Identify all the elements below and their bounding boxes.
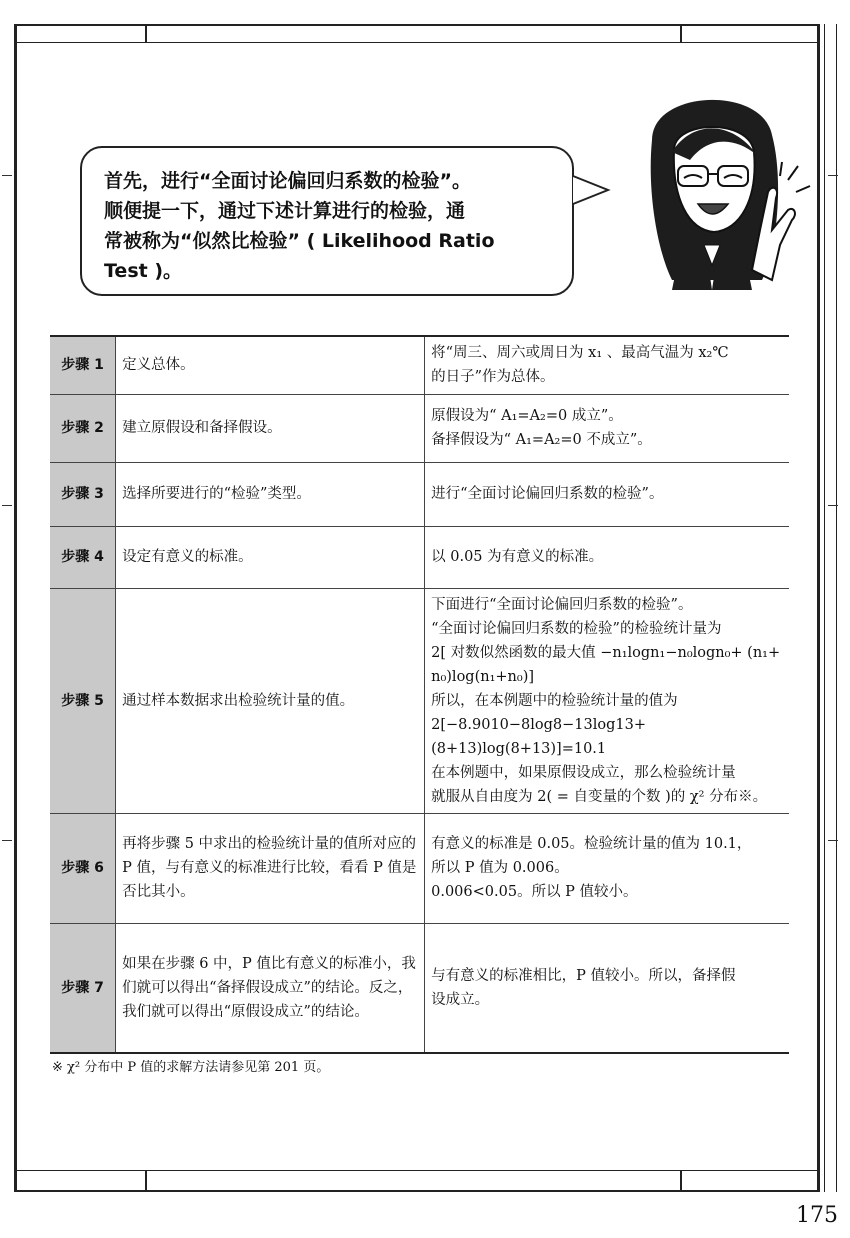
- content-line: 所以 P 值为 0.006。: [431, 860, 569, 876]
- frame-divider-bottom-left: [145, 1170, 147, 1192]
- step-label: 步骤 2: [50, 394, 116, 462]
- step-content: [425, 588, 789, 813]
- step-label: 步骤 4: [50, 526, 116, 588]
- edge-tick: [828, 505, 838, 506]
- content-line: n₀)log(n₁+n₀)]: [431, 668, 535, 685]
- content-line: 备择假设为“ A₁=A₂=0 不成立”。: [431, 432, 652, 448]
- content-line: 进行“全面讨论偏回归系数的检验”。: [431, 486, 664, 502]
- step-content: [425, 923, 789, 1053]
- edge-tick: [828, 175, 838, 176]
- bubble-line: 顺便提一下，通过下述计算进行的检验，通: [104, 200, 466, 222]
- speech-bubble: [80, 146, 574, 296]
- table-row: [50, 462, 789, 526]
- bubble-line: Test )。: [104, 260, 183, 282]
- step-description: 设定有意义的标准。: [116, 526, 425, 588]
- frame-divider-bottom-right: [680, 1170, 682, 1192]
- content-line: 设成立。: [431, 991, 490, 1008]
- content-line: 就服从自由度为 2( = 自变量的个数 )的 χ² 分布※。: [431, 788, 768, 805]
- table-row: [50, 923, 789, 1053]
- step-content: [425, 526, 789, 588]
- frame-inner-bottom: [14, 1170, 820, 1171]
- content-line: “全面讨论偏回归系数的检验”的检验统计量为: [431, 620, 722, 637]
- step-description: 建立原假设和备择假设。: [116, 394, 425, 462]
- content-line: 将“周三、周六或周日为 x₁ 、最高气温为 x₂℃: [431, 345, 729, 362]
- content-line: 所以，在本例题中的检验统计量的值为: [431, 692, 678, 709]
- frame-divider-left: [145, 24, 147, 42]
- edge-tick: [2, 505, 12, 506]
- table-row: [50, 394, 789, 462]
- table-row: [50, 813, 789, 923]
- frame-inner-top: [14, 42, 820, 43]
- frame-right-outer: [824, 24, 825, 1192]
- content-line: 0.006<0.05。所以 P 值较小。: [431, 884, 638, 900]
- footnote: ※ χ² 分布中 P 值的求解方法请参见第 201 页。: [52, 1060, 330, 1075]
- step-label: 步骤 3: [50, 462, 116, 526]
- edge-tick: [2, 175, 12, 176]
- steps-table: [50, 335, 789, 1054]
- content-line: 下面进行“全面讨论偏回归系数的检验”。: [431, 596, 693, 613]
- table-row: [50, 336, 789, 394]
- content-line: 2[−8.9010−8log8−13log13+(8+13)log(8+13)]=10.1: [431, 716, 646, 757]
- bubble-line: 首先，进行“全面讨论偏回归系数的检验”。: [104, 170, 471, 192]
- frame-right-edge: [836, 24, 837, 1192]
- content-line: 与有意义的标准相比，P 值较小。所以，备择假: [431, 967, 736, 984]
- step-content: [425, 462, 789, 526]
- edge-tick: [2, 840, 12, 841]
- frame-divider-right: [680, 24, 682, 42]
- bubble-line: 常被称为“似然比检验” ( Likelihood Ratio: [104, 230, 495, 252]
- step-content: [425, 336, 789, 394]
- step-description: 选择所要进行的“检验”类型。: [116, 462, 425, 526]
- step-description: 通过样本数据求出检验统计量的值。: [116, 588, 425, 813]
- content-line: 在本例题中，如果原假设成立，那么检验统计量: [431, 764, 736, 781]
- speech-bubble-tail: [572, 170, 612, 214]
- content-line: 原假设为“ A₁=A₂=0 成立”。: [431, 408, 623, 424]
- step-label: 步骤 6: [50, 813, 116, 923]
- step-content: [425, 813, 789, 923]
- step-description: 定义总体。: [116, 336, 425, 394]
- step-content: [425, 394, 789, 462]
- step-description: 再将步骤 5 中求出的检验统计量的值所对应的 P 值，与有意义的标准进行比较，看看 P 值是否比其小。: [116, 813, 425, 923]
- table-row: [50, 526, 789, 588]
- step-label: 步骤 5: [50, 588, 116, 813]
- edge-tick: [828, 840, 838, 841]
- page-number: 175: [796, 1203, 838, 1228]
- table-row: [50, 588, 789, 813]
- content-line: 有意义的标准是 0.05。检验统计量的值为 10.1，: [431, 836, 752, 852]
- character-illustration: [612, 80, 822, 305]
- content-line: 2[ 对数似然函数的最大值 −n₁logn₁−n₀logn₀+ (n₁+: [431, 644, 781, 661]
- step-description: 如果在步骤 6 中，P 值比有意义的标准小，我们就可以得出“备择假设成立”的结论。反之，我们就可以得出“原假设成立”的结论。: [116, 923, 425, 1053]
- step-label: 步骤 1: [50, 336, 116, 394]
- step-label: 步骤 7: [50, 923, 116, 1053]
- content-line: 的日子”作为总体。: [431, 369, 555, 386]
- content-line: 以 0.05 为有意义的标准。: [431, 549, 604, 565]
